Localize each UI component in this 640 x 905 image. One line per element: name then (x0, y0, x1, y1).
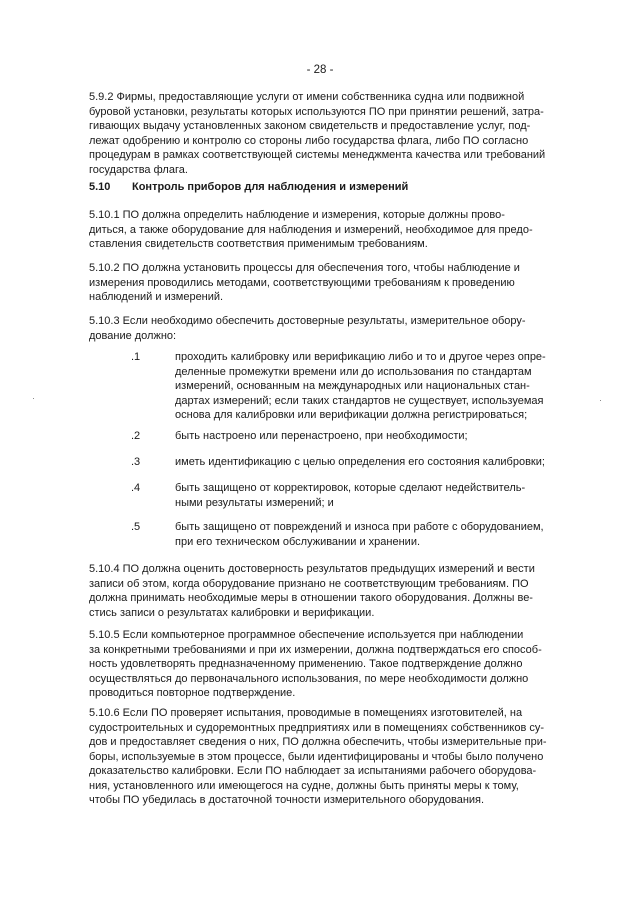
paragraph-5-10-2 (89, 261, 560, 305)
paragraph-5-10-5 (89, 628, 560, 701)
text-line: ность удовлетворять предназначенному применению. Такое подтверждение должно (89, 658, 523, 670)
text-line: государства флага. (89, 163, 188, 176)
text-line: проводиться повторное подтверждение. (89, 687, 296, 699)
paragraph-5-10-4 (89, 562, 560, 620)
text-line: быть защищено от корректировок, которые сделают недействитель- (175, 482, 526, 494)
text-line: дов и предоставляет сведения о них, ПО должна обеспечить, чтобы измерительные при- (89, 736, 547, 748)
text-line: ставления свидетельств соответствия применимым требованиям. (89, 238, 428, 250)
text-line: процедурам в рамках соответствующей системы менеджмента качества или требований (89, 149, 546, 161)
page-number: - 28 - (306, 64, 334, 76)
section-number: 5.10 (89, 181, 111, 193)
list-item-number: .5 (131, 521, 141, 533)
list-item-number: .2 (131, 430, 141, 442)
paragraph-5-10-1 (89, 208, 560, 252)
text-line: при его техническом обслуживании и хранении. (175, 535, 421, 548)
text-line: наблюдений и измерений. (89, 291, 224, 303)
list-item-number: .4 (131, 482, 141, 494)
text-line: ными результаты измерений; и (175, 496, 334, 509)
section-heading (89, 181, 408, 193)
text-line: деленные промежутки времени или до использования по стандартам (175, 365, 532, 378)
paragraph-5-10-3 (89, 314, 560, 343)
text-line: ния, установленного или имеющегося на судне, должны быть приняты меры к тому, (89, 779, 519, 792)
paragraph-5-9-2 (89, 90, 560, 177)
text-line: быть защищено от повреждений и износа при работе с оборудованием, (175, 521, 544, 533)
paragraph-5-10-6 (89, 706, 560, 808)
text-line: осуществляться до первоначального использования, по мере необходимости должно (89, 672, 529, 685)
text-line: за конкретными требованиями и при их измерении, должна подтверждаться его способ- (89, 643, 542, 656)
text-line: чтобы ПО убедилась в достаточной точности измерительного оборудования. (89, 794, 485, 806)
list-item-number: .3 (131, 456, 141, 468)
text-line: иметь идентификацию с целью определения его состояния калибровки; (175, 456, 545, 468)
text-line: измерений, основанным на международных или национальных стан- (175, 380, 530, 392)
text-line: 5.10.3 Если необходимо обеспечить достоверные результаты, измерительное обору- (89, 315, 526, 327)
text-line: дование должно: (89, 329, 177, 342)
scan-speck (33, 398, 34, 399)
text-line: измерения проводились методами, соответствующими требованиям к проведению (89, 276, 515, 289)
list-item-text (175, 350, 560, 423)
text-line: быть настроено или перенастроено, при необходимости; (175, 430, 468, 442)
text-line: 5.10.1 ПО должна определить наблюдение и измерения, которые должны прово- (89, 209, 505, 221)
text-line: буровой установки, результаты которых используются ПО при принятии решений, затра- (89, 105, 544, 118)
text-line: гивающих выдачу установленных законом свидетельств и предоставление услуг, под- (89, 120, 531, 132)
text-line: основа для калибровки или верификации должна регистрироваться; (175, 409, 528, 421)
text-line: доказательство калибровки. Если ПО наблюдает за испытаниями рабочего оборудова- (89, 765, 537, 777)
text-line: проходить калибровку или верификацию либо и то и другое через опре- (175, 351, 546, 363)
list-item-text (175, 455, 560, 470)
text-line: 5.10.5 Если компьютерное программное обеспечение используется при наблюдении (89, 629, 524, 641)
list-item-text (175, 429, 560, 444)
section-title: Контроль приборов для наблюдения и измерений (132, 181, 409, 193)
text-line: стись записи о результатах калибровки и верификации. (89, 606, 375, 619)
list-item-text (175, 520, 560, 549)
text-line: 5.9.2 Фирмы, предоставляющие услуги от имени собственника судна или подвижной (89, 91, 525, 103)
text-line: диться, а также оборудование для наблюдения и измерений, необходимое для предо- (89, 223, 533, 236)
scan-speck (600, 400, 601, 401)
text-line: 5.10.2 ПО должна установить процессы для обеспечения того, чтобы наблюдение и (89, 262, 520, 274)
text-line: 5.10.4 ПО должна оценить достоверность результатов предыдущих измерений и вести (89, 563, 535, 575)
text-line: лежат одобрению и контролю со стороны либо государства флага, либо ПО согласно (89, 134, 529, 147)
text-line: боры, используемые в этом процессе, были идентифицированы и чтобы было получено (89, 750, 544, 763)
text-line: судостроительных и судоремонтных предприятиях или в помещениях собственников су- (89, 721, 545, 734)
text-line: записи об этом, когда оборудование признано не соответствующим требованиям. ПО (89, 577, 529, 590)
list-item-text (175, 481, 560, 510)
list-item-number: .1 (131, 351, 141, 363)
text-line: дартах измерений; если таких стандартов не существует, используемая (175, 394, 544, 407)
text-line: 5.10.6 Если ПО проверяет испытания, проводимые в помещениях изготовителей, на (89, 707, 523, 719)
text-line: должна принимать необходимые меры в отношении такого оборудования. Должны ве- (89, 592, 533, 604)
